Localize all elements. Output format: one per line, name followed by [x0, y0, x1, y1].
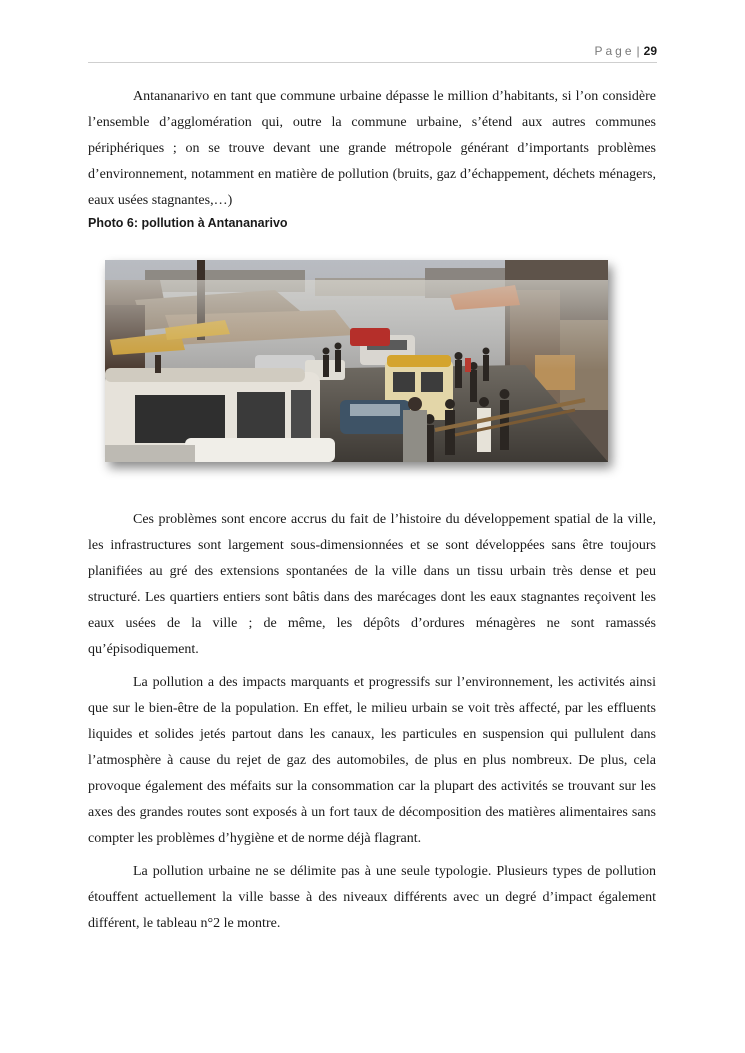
- paragraph: La pollution a des impacts marquants et progressifs sur l’environnement, les activités ainsi que sur le bien-être de la population. En effet, le milieu urbain se voit très affecté, par les effluents liquides et solides jetés partout dans les canaux, les particules en suspension qui pullulent dans l’atmosphère à cause du rejet de gaz des automobiles, de plus en plus nombreux. De plus, cela provoque également des méfaits sur la consommation car la plupart des activités se trouvant sur les axes des grandes routes sont exposés à un fort taux de décomposition des matières alimentaires sans compter les problèmes d’hygiène et de norme déjà flagrant.: [88, 675, 656, 846]
- page-separator: |: [636, 44, 640, 58]
- page-label: Page: [594, 44, 635, 58]
- street-pollution-photo: [105, 260, 608, 462]
- page-number: 29: [643, 44, 657, 58]
- body-text-top: [88, 84, 656, 214]
- header-rule: [88, 62, 657, 63]
- paragraph: La pollution urbaine ne se délimite pas à une seule typologie. Plusieurs types de pollution étouffent actuellement la ville basse à des niveaux différents avec un degré d’impact également différent, le tableau n°2 le montre.: [88, 864, 656, 931]
- photo-illustration: [105, 260, 608, 462]
- paragraph: Antananarivo en tant que commune urbaine dépasse le million d’habitants, si l’on considère l’ensemble d’agglomération qui, outre la commune urbaine, s’étend aux autres communes périphériques ; on se trouve devant une grande métropole générant d’importants problèmes d’environnement, notamment en matière de pollution (bruits, gaz d’échappement, déchets ménagers, eaux usées stagnantes,…): [88, 89, 656, 208]
- figure-caption: Photo 6: pollution à Antananarivo: [88, 216, 288, 230]
- paragraph: Ces problèmes sont encore accrus du fait de l’histoire du développement spatial de la ville, les infrastructures sont largement sous-dimensionnées et se sont développées sans être toujours planifiées au gré des extensions spontanées de la ville dans un tissu urbain très dense et peu structuré. Les quartiers entiers sont bâtis dans des marécages dont les eaux stagnantes reçoivent les eaux usées de la ville ; de même, les dépôts d’ordures ménagères ne sont ramassés qu’épisodiquement.: [88, 512, 656, 657]
- page-header: [594, 44, 657, 58]
- body-text-bottom: [88, 507, 656, 937]
